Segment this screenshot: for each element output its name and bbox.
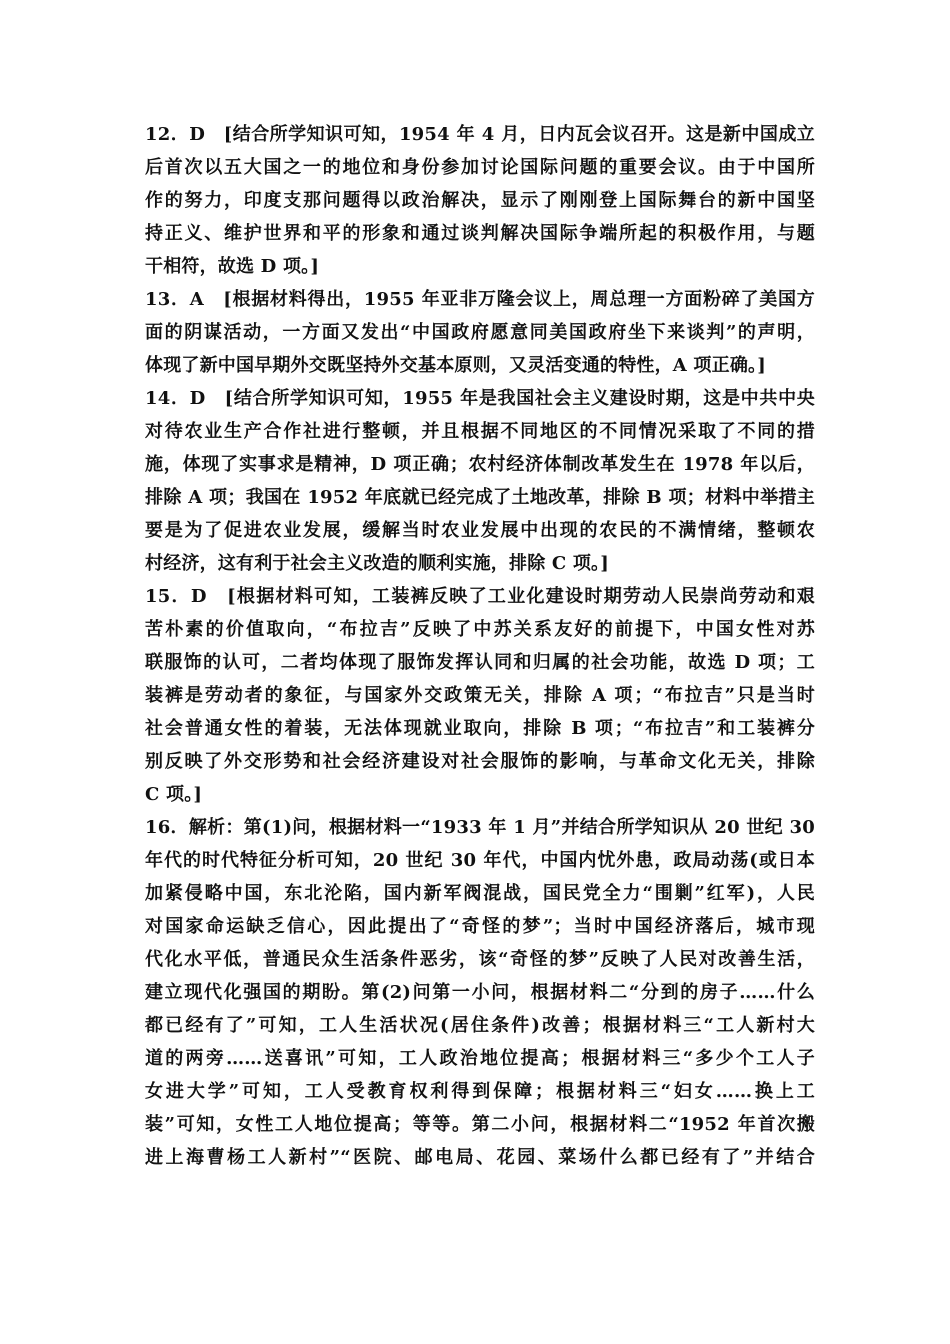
text-line: 后首次以五大国之一的地位和身份参加讨论国际问题的重要会议。由于中国所 [145,157,815,178]
text-line: 装”可知，女性工人地位提高；等等。第二小问，根据材料二“1952 年首次搬 [145,1114,815,1135]
text-line: 装裤是劳动者的象征，与国家外交政策无关，排除 A 项；“布拉吉”只是当时 [145,685,815,706]
text-line: 年代的时代特征分析可知，20 世纪 30 年代，中国内忧外患，政局动荡(或日本 [145,850,815,871]
text-line: 苦朴素的价值取向，“布拉吉”反映了中苏关系友好的前提下，中国女性对苏 [145,619,815,640]
text-line: 对待农业生产合作社进行整顿，并且根据不同地区的不同情况采取了不同的措 [145,421,815,442]
text-line: 社会普通女性的着装，无法体现就业取向，排除 B 项；“布拉吉”和工装裤分 [145,718,815,739]
text-line: 干相符，故选 D 项。] [145,256,320,277]
answer-text [145,118,815,1174]
text-line: 进上海曹杨工人新村”“医院、邮电局、花园、菜场什么都已经有了”并结合 [145,1147,815,1168]
text-line: 对国家命运缺乏信心，因此提出了“奇怪的梦”；当时中国经济落后，城市现 [145,916,815,937]
text-line: 加紧侵略中国，东北沦陷，国内新军阀混战，国民党全力“围剿”红军)，人民 [145,883,815,904]
text-line: 村经济，这有利于社会主义改造的顺利实施，排除 C 项。] [145,553,609,574]
text-line: 14．D [结合所学知识可知，1955 年是我国社会主义建设时期，这是中共中央 [145,388,815,409]
text-line: 别反映了外交形势和社会经济建设对社会服饰的影响，与革命文化无关，排除 [145,751,815,772]
text-line: C 项。] [145,784,203,805]
text-line: 女进大学”可知，工人受教育权利得到保障；根据材料三“妇女……换上工 [145,1081,815,1102]
text-line: 15．D [根据材料可知，工装裤反映了工业化建设时期劳动人民崇尚劳动和艰 [145,586,815,607]
text-line: 面的阴谋活动，一方面又发出“中国政府愿意同美国政府坐下来谈判”的声明， [145,322,815,343]
text-line: 施，体现了实事求是精神，D 项正确；农村经济体制改革发生在 1978 年以后， [145,454,815,475]
text-line: 13．A [根据材料得出，1955 年亚非万隆会议上，周总理一方面粉碎了美国方 [145,289,815,310]
text-line: 12．D [结合所学知识可知，1954 年 4 月，日内瓦会议召开。这是新中国成立 [145,124,815,145]
text-line: 要是为了促进农业发展，缓解当时农业发展中出现的农民的不满情绪，整顿农 [145,520,815,541]
text-line: 作的努力，印度支那问题得以政治解决，显示了刚刚登上国际舞台的新中国坚 [145,190,815,211]
text-line: 建立现代化强国的期盼。第(2)问第一小问，根据材料二“分到的房子……什么 [145,982,815,1003]
text-line: 体现了新中国早期外交既坚持外交基本原则，又灵活变通的特性，A 项正确。] [145,355,766,376]
text-line: 都已经有了”可知，工人生活状况(居住条件)改善；根据材料三“工人新村大 [145,1015,815,1036]
text-line: 16．解析：第(1)问，根据材料一“1933 年 1 月”并结合所学知识从 20 世纪 30 [145,817,815,838]
text-line: 道的两旁……送喜讯”可知，工人政治地位提高；根据材料三“多少个工人子 [145,1048,815,1069]
text-line: 代化水平低，普通民众生活条件恶劣，该“奇怪的梦”反映了人民对改善生活， [145,949,815,970]
text-line: 联服饰的认可，二者均体现了服饰发挥认同和归属的社会功能，故选 D 项；工 [145,652,815,673]
text-line: 排除 A 项；我国在 1952 年底就已经完成了土地改革，排除 B 项；材料中举措主 [145,487,815,508]
text-line: 持正义、维护世界和平的形象和通过谈判解决国际争端所起的积极作用，与题 [145,223,815,244]
